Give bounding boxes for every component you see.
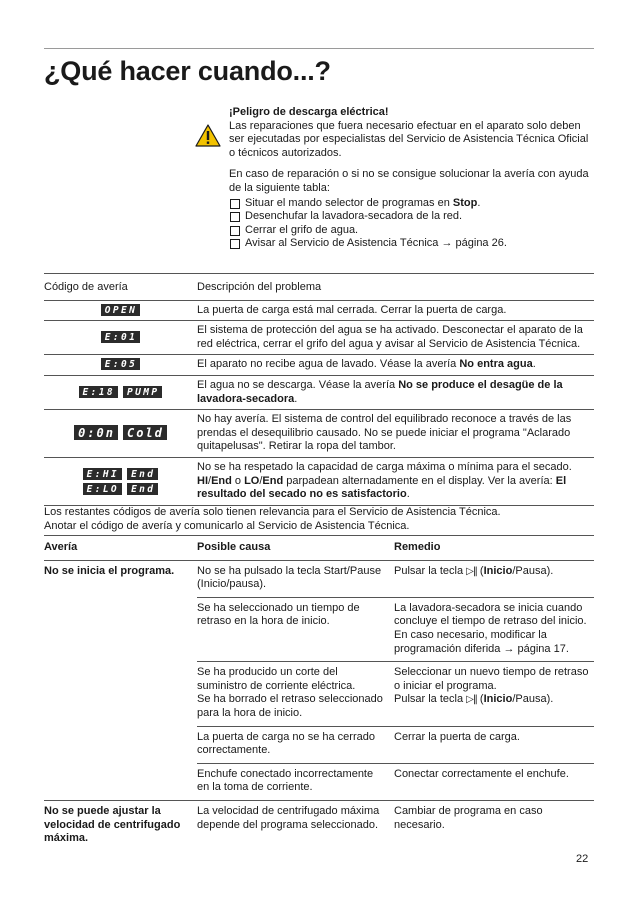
- text-run: .: [532, 358, 536, 371]
- warning-triangle-icon: [195, 124, 221, 147]
- display-code: PUMP: [123, 386, 162, 398]
- text-run: El agua no se descarga. Véase la avería: [197, 378, 399, 391]
- warning-heading: ¡Peligro de descarga eléctrica!: [229, 106, 389, 118]
- step-text: Cerrar el grifo de agua.: [245, 223, 359, 236]
- text-run: La velocidad de centrifugado máxima depende del programa seleccionado.: [197, 804, 380, 831]
- text-run: La lavadora-secadora se inicia cuando concluye el tiempo de retraso del inicio.: [394, 601, 587, 628]
- text-run: No hay avería. El sistema de control del equilibrado reconoce a través de las prendas el desequilibrio causado. No se puede iniciar el programa "Aclarado quitapelusas". Retirar la ropa del tambor.: [197, 413, 572, 453]
- text-run: Conectar correctamente el enchufe.: [394, 767, 569, 780]
- text-run: Pulsar la tecla: [394, 564, 467, 577]
- display-codes: [83, 468, 159, 495]
- text-run: .: [294, 392, 298, 405]
- possible-cause: [197, 597, 394, 661]
- error-description: [197, 457, 594, 505]
- step-text: .: [477, 196, 481, 209]
- text-run: o: [231, 474, 245, 487]
- fault-row: [44, 560, 594, 597]
- display-code: E:01: [101, 331, 140, 343]
- page-number: 22: [576, 853, 589, 865]
- error-code-cell: [44, 410, 197, 458]
- text-run: El sistema de protección del agua se ha activado. Desconectar el aparato de la red eléctrica, cerrar el grifo del agua y avisar al Servicio de Asistencia Técnica.: [197, 324, 583, 350]
- service-note: [44, 506, 594, 533]
- display-codes: [79, 386, 163, 398]
- error-code-cell: [44, 321, 197, 355]
- text-run: No se ha pulsado la tecla Start/Pause (Inicio/pausa).: [197, 564, 382, 591]
- warning-step: [229, 237, 595, 251]
- text-run: Se ha borrado el retraso seleccionado para la hora de inicio.: [197, 693, 383, 719]
- display-code-line: [74, 425, 167, 440]
- display-code: E:18: [79, 386, 118, 398]
- error-row: [44, 321, 594, 355]
- text-run: No se ha respetado la capacidad de carga máxima o mínima para el secado.: [197, 460, 572, 473]
- error-row: [44, 457, 594, 505]
- text-run: HI: [197, 474, 208, 487]
- header-fault: Avería: [44, 536, 197, 561]
- safety-warning: [229, 106, 595, 251]
- step-bold: Stop: [452, 196, 478, 209]
- error-code-cell: [44, 355, 197, 376]
- display-codes: [101, 304, 140, 316]
- display-codes: [74, 425, 167, 440]
- warning-step: [229, 224, 595, 238]
- text-run: Cambiar de programa en caso necesario.: [394, 804, 543, 831]
- error-row: [44, 355, 594, 376]
- header-cause: Posible causa: [197, 536, 394, 561]
- note-line-2: Anotar el código de avería y comunicarlo al Servicio de Asistencia Técnica.: [44, 519, 410, 532]
- text-run: /Pausa).: [512, 564, 554, 577]
- error-description: [197, 375, 594, 409]
- text-run: La puerta de carga está mal cerrada. Cerrar la puerta de carga.: [197, 303, 507, 316]
- error-description: [197, 321, 594, 355]
- text-run: En caso necesario, modificar la programación diferida → página 17.: [394, 628, 569, 655]
- play-pause-icon: ▷‖: [466, 565, 477, 577]
- possible-cause: [197, 560, 394, 597]
- remedy: [394, 560, 594, 597]
- step-text: Desenchufar la lavadora-secadora de la red.: [245, 210, 463, 223]
- display-code: OPEN: [101, 304, 140, 316]
- top-rule: [44, 48, 594, 49]
- possible-cause: [197, 662, 394, 726]
- fault-name: No se puede ajustar la velocidad de centrifugado máxima.: [44, 804, 181, 845]
- fault-table-header: [44, 536, 594, 561]
- error-row: [44, 300, 594, 321]
- display-code: E:LO: [83, 483, 122, 495]
- display-code-line: [83, 468, 159, 480]
- display-codes: [101, 331, 140, 343]
- text-run: No se produce el desagüe de la lavadora-secadora: [197, 378, 563, 405]
- display-code: E:05: [101, 358, 140, 370]
- display-code-line: [101, 358, 140, 370]
- error-description: [197, 410, 594, 458]
- display-code-line: [83, 483, 159, 495]
- display-codes: [101, 358, 140, 370]
- text-run: Se ha seleccionado un tiempo de retraso en la hora de inicio.: [197, 601, 360, 628]
- play-pause-icon: ▷‖: [466, 694, 477, 706]
- header-code: Código de avería: [44, 274, 197, 301]
- text-run: La puerta de carga no se ha cerrado correctamente.: [197, 730, 375, 757]
- text-run: Enchufe conectado incorrectamente en la toma de corriente.: [197, 767, 374, 794]
- text-run: Se ha producido un corte del suministro de corriente eléctrica.: [197, 666, 356, 692]
- error-row: [44, 410, 594, 458]
- header-description: Descripción del problema: [197, 274, 594, 301]
- error-code-cell: [44, 457, 197, 505]
- step-text: Situar el mando selector de programas en: [245, 196, 453, 209]
- display-code-line: [101, 331, 140, 343]
- display-code-line: [79, 386, 163, 398]
- possible-cause: [197, 726, 394, 763]
- error-description: [197, 355, 594, 376]
- fault-name: No se inicia el programa.: [44, 560, 197, 800]
- text-run: Inicio: [483, 693, 513, 706]
- error-table-header: [44, 274, 594, 301]
- text-run: /: [259, 474, 263, 487]
- text-run: LO: [244, 474, 260, 487]
- text-run: Seleccionar un nuevo tiempo de retraso o iniciar el programa.: [394, 666, 589, 692]
- remedy: [394, 800, 594, 850]
- step-text: Avisar al Servicio de Asistencia Técnica → página 26.: [245, 237, 507, 250]
- text-run: End: [262, 474, 284, 487]
- fault-row: [44, 800, 594, 850]
- remedy: [394, 597, 594, 661]
- text-run: parpadean alternadamente en el display. Ver la avería:: [283, 474, 556, 487]
- display-code: End: [127, 468, 158, 480]
- text-run: No entra agua: [459, 358, 533, 371]
- text-run: /: [208, 474, 212, 487]
- warning-text: Las reparaciones que fuera necesario efectuar en el aparato solo deben ser ejecutadas por especialistas del Servicio de Asistencia Técnica Oficial o técnicos autorizados.: [229, 119, 589, 159]
- remedy: [394, 726, 594, 763]
- warning-step: [229, 197, 595, 211]
- text-run: End: [211, 474, 232, 487]
- display-code: Cold: [123, 425, 167, 440]
- error-code-cell: [44, 375, 197, 409]
- text-run: Pulsar la tecla: [394, 693, 467, 706]
- warning-step: [229, 210, 595, 224]
- possible-cause: [197, 763, 394, 800]
- text-run: (: [476, 693, 484, 706]
- text-run: Cerrar la puerta de carga.: [394, 730, 520, 743]
- page-title: ¿Qué hacer cuando...?: [44, 56, 331, 86]
- text-run: El resultado del secado no es satisfactorio: [197, 474, 567, 501]
- error-row: [44, 375, 594, 409]
- display-code: End: [127, 483, 158, 495]
- error-code-cell: [44, 300, 197, 321]
- remedy: [394, 763, 594, 800]
- error-code-table: [44, 273, 594, 506]
- text-run: El aparato no recibe agua de lavado. Véase la avería: [197, 358, 460, 371]
- warning-intro: En caso de reparación o si no se consigue solucionar la avería con ayuda de la siguiente tabla:: [229, 168, 589, 194]
- text-run: /Pausa).: [512, 693, 554, 706]
- possible-cause: [197, 800, 394, 850]
- error-description: [197, 300, 594, 321]
- warning-steps: [229, 197, 595, 251]
- remedy: [394, 662, 594, 726]
- troubleshooting-table: [44, 535, 594, 851]
- display-code-line: [101, 304, 140, 316]
- text-run: .: [406, 488, 410, 501]
- note-line-1: Los restantes códigos de avería solo tienen relevancia para el Servicio de Asistencia Técnica.: [44, 506, 501, 518]
- display-code: E:HI: [83, 468, 122, 480]
- display-code: 0:0n: [74, 425, 118, 440]
- header-remedy: Remedio: [394, 536, 594, 561]
- text-run: Inicio: [483, 564, 513, 577]
- text-run: (: [476, 564, 484, 577]
